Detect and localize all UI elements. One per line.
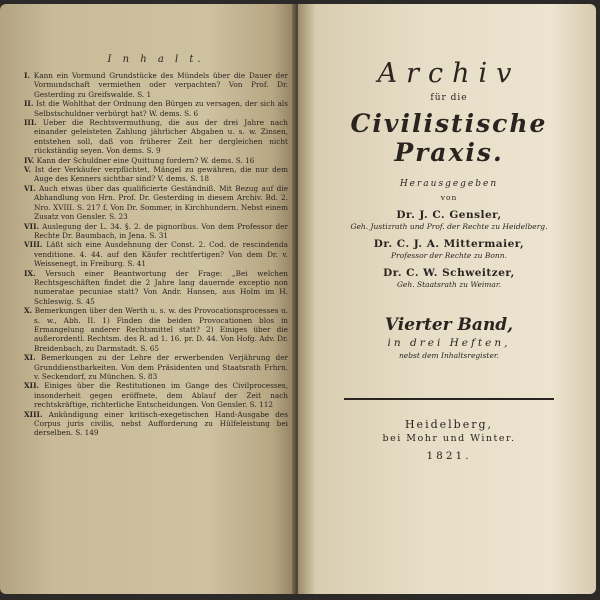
toc-entry-number: I. [24, 71, 30, 80]
toc-entry-number: VII. [24, 221, 40, 231]
toc-entry [24, 269, 288, 307]
volume-label: Vierter Band, [384, 315, 514, 335]
title-praxis: Civilistische Praxis. [350, 109, 548, 167]
editor-name: Dr. C. W. Schweitzer, [383, 267, 515, 279]
toc-entry [24, 71, 288, 99]
editor-title: Professor der Rechte zu Bonn. [391, 251, 507, 260]
ornament-rule [344, 398, 554, 400]
table-of-contents [24, 71, 288, 438]
toc-entry-number: II. [24, 99, 34, 109]
register-label: nebst dem Inhaltsregister. [398, 351, 500, 360]
toc-entry-text: Bemerkungen über den Werth u. s. w. des Provocationsprocesses u. s. w., Abh. II. 1) Finden die beiden Provocationen blos in Ermangelung anderer Rechtsmittel statt? 2) Einiges über die außerordentl. Rechtsm. des R. ad 1. 16. pr. D. 44. Von Hofg. Adv. Dr. Breidenbach, zu Darmstadt. S. 65 [34, 306, 288, 353]
editor-title: Geh. Justizrath und Prof. der Rechte zu Heidelberg. [350, 222, 548, 231]
toc-entry-text: Auch etwas über das qualificierte Geständniß. Mit Bezug auf die Abhandlung von Hrn. Prof. Dr. Gesterding in diesem Archiv. Bd. 2. Nro. XVIII. S. 217 f. Von Dr. Sommer, in Kirchhundern. Nebst einem Zusatz von Gensler. S. 23 [34, 183, 288, 222]
edited-by: Herausgegeben [399, 179, 499, 189]
contents-page [0, 4, 296, 594]
publication-place: Heidelberg, [404, 418, 494, 431]
toc-entry-number: XI. [24, 353, 36, 363]
toc-entry [24, 165, 288, 184]
toc-entry [24, 240, 288, 268]
editor-name: Dr. C. J. A. Mittermaier, [373, 238, 525, 250]
toc-entry-number: VIII. [24, 240, 43, 250]
title-page [298, 4, 596, 594]
contents-heading: I n h a l t. [107, 54, 205, 65]
publication-year: 1821. [426, 450, 472, 462]
toc-entry-text: Kann der Schuldner eine Quittung fordern? W. dems. S. 16 [36, 155, 255, 165]
toc-entry-number: IX. [24, 268, 36, 278]
toc-entry [24, 184, 288, 222]
toc-entry [24, 306, 288, 353]
toc-entry [24, 99, 288, 118]
toc-entry-number: VI. [24, 183, 36, 193]
toc-entry-text: Ist der Verkäufer verpflichtet, Mängel zu gewähren, die nur dem Auge des Kenners sichtbar sind? V. dems. S. 18 [34, 165, 288, 184]
toc-entry-text: Ankündigung einer kritisch-exegetischen Hand-Ausgabe des Corpus juris civilis, nebst Aufforderung zu Hülfeleistung bei derselben. S. 149 [34, 409, 288, 438]
toc-entry-text: Auslegung der L. 34. §. 2. de pignoribus. Von dem Professor der Rechte Dr. Baumbach, in Jena. S. 31 [34, 221, 288, 240]
parts-label: in drei Heften, [387, 337, 511, 349]
toc-entry-number: III. [24, 118, 37, 128]
toc-entry-number: XII. [24, 381, 40, 391]
toc-entry [24, 410, 288, 438]
title-archiv: Archiv [377, 58, 521, 89]
toc-entry-text: Läßt sich eine Ausdehnung der Const. 2. Cod. de rescindenda venditione. 4. 44. auf den Käufer rechtfertigen? Von dem Dr. v. Weissenegt, in Freiburg. S. 41 [34, 240, 288, 269]
toc-entry-number: X. [24, 306, 33, 316]
toc-entry-number: XIII. [24, 409, 43, 419]
toc-entry [24, 222, 288, 241]
title-fuer-die: für die [430, 93, 468, 103]
editor-title: Geh. Staatsrath zu Weimar. [396, 280, 502, 289]
toc-entry-text: Ist die Wohlthat der Ordnung den Bürgen zu versagen, der sich als Selbstschuldner verbürgt hat? W. dems. S. 6 [34, 99, 289, 118]
editor-name: Dr. J. C. Gensler, [396, 209, 502, 221]
editors-list [316, 209, 582, 289]
toc-entry-text: Einiges über die Restitutionen im Gange des Civilprocesses, insonderheit gegen eröffnete, dem Ablauf der Zeit nach rechtskräftige, richterliche Entscheidungen. Von Gensler. S. 112 [34, 381, 288, 410]
toc-entry-text: Versuch einer Beantwortung der Frage: „Bei welchen Rechtsgeschäften findet die 2 Jahre lang dauernde exceptio non numeratae pecuniae statt? Von Andr. Hansen, aus Holm im H. Schleswig. S. 45 [34, 268, 288, 306]
toc-entry [24, 118, 288, 156]
toc-entry-text: Ueber die Rechtsvermuthung, die aus der drei Jahre nach einander geleisteten Zahlung jährlicher Abgaben u. s. w. Zinsen, entstehen soll, daß von früherer Zeit her dergleichen nicht rückständig seyen. Von dems. S. 9 [34, 118, 288, 156]
toc-entry [24, 381, 288, 409]
toc-entry-text: Kann ein Vormund Grundstücke des Mündels über die Dauer der Vormundschaft vermiethen oder verpachten? Von Prof. Dr. Gesterding zu Greifswalde. S. 1 [33, 71, 288, 99]
toc-entry [24, 156, 288, 165]
toc-entry-number: V. [24, 165, 31, 175]
toc-entry [24, 353, 288, 381]
toc-entry-text: Bemerkungen zu der Lehre der erwerbenden Verjährung der Grunddienstbarkeiten. Von dem Präsidenten und Staatsrath Frhrn. v. Seckendorf, zu München. S. 83 [34, 353, 288, 381]
von-label: von [440, 193, 458, 202]
publisher: bei Mohr und Winter. [382, 433, 516, 444]
toc-entry-number: IV. [24, 155, 35, 165]
